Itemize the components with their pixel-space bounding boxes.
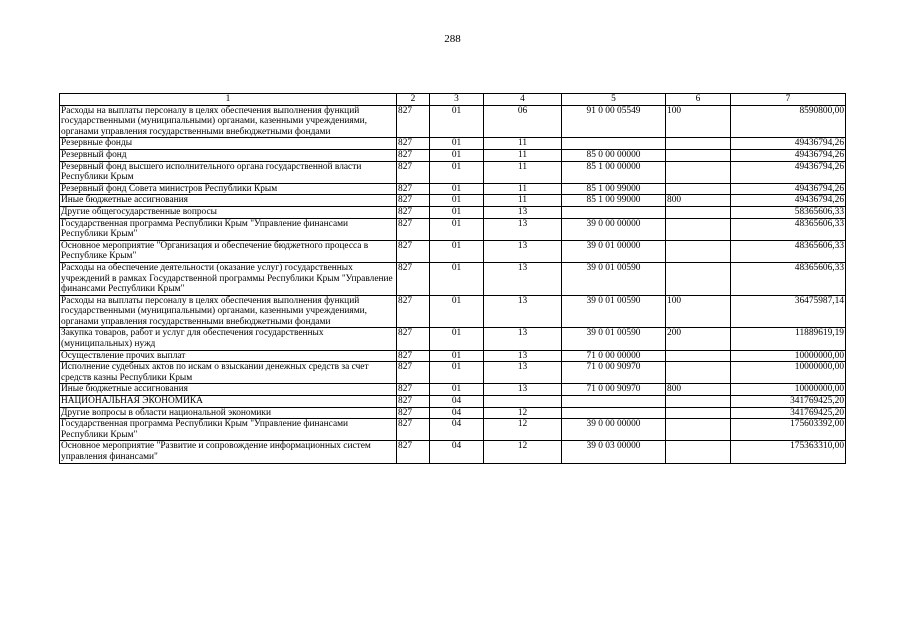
header-row <box>60 94 846 106</box>
expense-type-cell <box>666 396 731 408</box>
amount-cell: 49436794,26 <box>731 138 846 150</box>
row-name-cell: Иные бюджетные ассигнования <box>60 195 397 207</box>
ministry-code-cell: 827 <box>397 218 430 240</box>
expense-type-cell: 100 <box>666 105 731 138</box>
section-cell: 01 <box>430 183 484 195</box>
section-cell: 04 <box>430 407 484 419</box>
target-article-cell: 71 0 00 90970 <box>562 384 666 396</box>
target-article-cell: 85 1 00 99000 <box>562 183 666 195</box>
amount-cell: 36475987,14 <box>731 295 846 328</box>
expense-type-cell <box>666 350 731 362</box>
subsection-cell: 13 <box>484 262 562 295</box>
row-name-cell: Другие общегосударственные вопросы <box>60 206 397 218</box>
row-name-cell: Государственная программа Республики Крым "Управление финансами Республики Крым" <box>60 419 397 441</box>
table-row <box>60 419 846 441</box>
expense-type-cell <box>666 206 731 218</box>
table-row <box>60 218 846 240</box>
section-cell: 01 <box>430 362 484 384</box>
expense-type-cell <box>666 149 731 161</box>
target-article-cell: 85 1 00 99000 <box>562 195 666 207</box>
ministry-code-cell: 827 <box>397 149 430 161</box>
subsection-cell: 12 <box>484 407 562 419</box>
row-name-cell: Резервный фонд Совета министров Республики Крым <box>60 183 397 195</box>
subsection-cell: 13 <box>484 218 562 240</box>
target-article-cell: 85 0 00 00000 <box>562 149 666 161</box>
amount-cell: 175363310,00 <box>731 441 846 463</box>
ministry-code-cell: 827 <box>397 195 430 207</box>
row-name-cell: Другие вопросы в области национальной экономики <box>60 407 397 419</box>
row-name-cell: Основное мероприятие "Организация и обеспечение бюджетного процесса в Республике Крым" <box>60 240 397 262</box>
subsection-cell: 13 <box>484 350 562 362</box>
target-article-cell: 39 0 00 00000 <box>562 419 666 441</box>
expense-type-cell <box>666 240 731 262</box>
ministry-code-cell: 827 <box>397 419 430 441</box>
subsection-cell: 11 <box>484 183 562 195</box>
ministry-code-cell: 827 <box>397 206 430 218</box>
row-name-cell: Закупка товаров, работ и услуг для обеспечения государственных (муниципальных) нужд <box>60 328 397 350</box>
target-article-cell: 91 0 00 05549 <box>562 105 666 138</box>
row-name-cell: Основное мероприятие "Развитие и сопровождение информационных систем управления финансами" <box>60 441 397 463</box>
target-article-cell: 85 1 00 00000 <box>562 161 666 183</box>
table-row <box>60 195 846 207</box>
table-row <box>60 328 846 350</box>
section-cell: 01 <box>430 218 484 240</box>
row-name-cell: НАЦИОНАЛЬНАЯ ЭКОНОМИКА <box>60 396 397 408</box>
table-row <box>60 138 846 150</box>
table-row <box>60 149 846 161</box>
table-row <box>60 240 846 262</box>
section-cell: 01 <box>430 262 484 295</box>
section-cell: 01 <box>430 161 484 183</box>
table-row <box>60 362 846 384</box>
expense-type-cell <box>666 362 731 384</box>
subsection-cell <box>484 396 562 408</box>
amount-cell: 49436794,26 <box>731 183 846 195</box>
expense-type-cell <box>666 419 731 441</box>
section-cell: 01 <box>430 384 484 396</box>
target-article-cell <box>562 206 666 218</box>
target-article-cell: 39 0 01 00590 <box>562 328 666 350</box>
ministry-code-cell: 827 <box>397 407 430 419</box>
amount-cell: 10000000,00 <box>731 362 846 384</box>
ministry-code-cell: 827 <box>397 105 430 138</box>
subsection-cell: 11 <box>484 195 562 207</box>
subsection-cell: 13 <box>484 328 562 350</box>
ministry-code-cell: 827 <box>397 295 430 328</box>
expense-type-cell <box>666 218 731 240</box>
table-row <box>60 206 846 218</box>
target-article-cell <box>562 407 666 419</box>
amount-cell: 8590800,00 <box>731 105 846 138</box>
budget-table <box>59 93 846 464</box>
header-cell: 1 <box>60 94 397 106</box>
ministry-code-cell: 827 <box>397 262 430 295</box>
target-article-cell <box>562 396 666 408</box>
subsection-cell: 13 <box>484 362 562 384</box>
expense-type-cell: 200 <box>666 328 731 350</box>
header-cell: 6 <box>666 94 731 106</box>
table-row <box>60 396 846 408</box>
amount-cell: 10000000,00 <box>731 350 846 362</box>
section-cell: 01 <box>430 206 484 218</box>
table-row <box>60 161 846 183</box>
subsection-cell: 13 <box>484 206 562 218</box>
ministry-code-cell: 827 <box>397 138 430 150</box>
row-name-cell: Резервный фонд <box>60 149 397 161</box>
expense-type-cell: 800 <box>666 195 731 207</box>
expense-type-cell <box>666 161 731 183</box>
header-cell: 2 <box>397 94 430 106</box>
subsection-cell: 12 <box>484 441 562 463</box>
row-name-cell: Резервные фонды <box>60 138 397 150</box>
expense-type-cell <box>666 138 731 150</box>
row-name-cell: Государственная программа Республики Крым "Управление финансами Республики Крым" <box>60 218 397 240</box>
section-cell: 01 <box>430 295 484 328</box>
table-row <box>60 183 846 195</box>
expense-type-cell <box>666 407 731 419</box>
table-row <box>60 441 846 463</box>
section-cell: 04 <box>430 441 484 463</box>
row-name-cell: Исполнение судебных актов по искам о взыскании денежных средств за счет средств казны Республики Крым <box>60 362 397 384</box>
ministry-code-cell: 827 <box>397 362 430 384</box>
header-cell: 4 <box>484 94 562 106</box>
header-cell: 5 <box>562 94 666 106</box>
ministry-code-cell: 827 <box>397 328 430 350</box>
amount-cell: 175603392,00 <box>731 419 846 441</box>
page-number: 288 <box>444 33 461 45</box>
amount-cell: 48365606,33 <box>731 262 846 295</box>
table-row <box>60 407 846 419</box>
ministry-code-cell: 827 <box>397 441 430 463</box>
header-cell: 3 <box>430 94 484 106</box>
amount-cell: 49436794,26 <box>731 149 846 161</box>
target-article-cell: 39 0 01 00590 <box>562 295 666 328</box>
ministry-code-cell: 827 <box>397 350 430 362</box>
ministry-code-cell: 827 <box>397 396 430 408</box>
table-row <box>60 105 846 138</box>
amount-cell: 10000000,00 <box>731 384 846 396</box>
section-cell: 01 <box>430 328 484 350</box>
section-cell: 04 <box>430 419 484 441</box>
table-row <box>60 350 846 362</box>
amount-cell: 49436794,26 <box>731 195 846 207</box>
target-article-cell: 39 0 01 00000 <box>562 240 666 262</box>
amount-cell: 49436794,26 <box>731 161 846 183</box>
ministry-code-cell: 827 <box>397 384 430 396</box>
section-cell: 01 <box>430 105 484 138</box>
subsection-cell: 06 <box>484 105 562 138</box>
section-cell: 01 <box>430 350 484 362</box>
section-cell: 01 <box>430 195 484 207</box>
subsection-cell: 12 <box>484 419 562 441</box>
amount-cell: 11889619,19 <box>731 328 846 350</box>
section-cell: 01 <box>430 240 484 262</box>
row-name-cell: Расходы на выплаты персоналу в целях обеспечения выполнения функций государственными (муниципальными) органами, казенными учреждениями, органами управления государственными внебюджетными фондами <box>60 295 397 328</box>
expense-type-cell <box>666 183 731 195</box>
row-name-cell: Резервный фонд высшего исполнительного органа государственной власти Республики Крым <box>60 161 397 183</box>
row-name-cell: Расходы на обеспечение деятельности (оказание услуг) государственных учреждений в рамках Государственной программы Республики Крым "Управление финансами Республики Крым" <box>60 262 397 295</box>
subsection-cell: 11 <box>484 161 562 183</box>
amount-cell: 48365606,33 <box>731 240 846 262</box>
target-article-cell: 39 0 00 00000 <box>562 218 666 240</box>
subsection-cell: 13 <box>484 384 562 396</box>
expense-type-cell <box>666 262 731 295</box>
subsection-cell: 11 <box>484 149 562 161</box>
target-article-cell: 39 0 01 00590 <box>562 262 666 295</box>
target-article-cell: 71 0 00 00000 <box>562 350 666 362</box>
ministry-code-cell: 827 <box>397 240 430 262</box>
amount-cell: 58365606,33 <box>731 206 846 218</box>
target-article-cell <box>562 138 666 150</box>
expense-type-cell: 100 <box>666 295 731 328</box>
table-row <box>60 262 846 295</box>
row-name-cell: Иные бюджетные ассигнования <box>60 384 397 396</box>
expense-type-cell: 800 <box>666 384 731 396</box>
subsection-cell: 11 <box>484 138 562 150</box>
row-name-cell: Расходы на выплаты персоналу в целях обеспечения выполнения функций государственными (муниципальными) органами, казенными учреждениями, органами управления государственными внебюджетными фондами <box>60 105 397 138</box>
table-row <box>60 384 846 396</box>
subsection-cell: 13 <box>484 295 562 328</box>
section-cell: 01 <box>430 138 484 150</box>
header-cell: 7 <box>731 94 846 106</box>
target-article-cell: 39 0 03 00000 <box>562 441 666 463</box>
section-cell: 01 <box>430 149 484 161</box>
ministry-code-cell: 827 <box>397 183 430 195</box>
target-article-cell: 71 0 00 90970 <box>562 362 666 384</box>
amount-cell: 341769425,20 <box>731 396 846 408</box>
row-name-cell: Осуществление прочих выплат <box>60 350 397 362</box>
amount-cell: 341769425,20 <box>731 407 846 419</box>
amount-cell: 48365606,33 <box>731 218 846 240</box>
table-row <box>60 295 846 328</box>
ministry-code-cell: 827 <box>397 161 430 183</box>
expense-type-cell <box>666 441 731 463</box>
subsection-cell: 13 <box>484 240 562 262</box>
section-cell: 04 <box>430 396 484 408</box>
